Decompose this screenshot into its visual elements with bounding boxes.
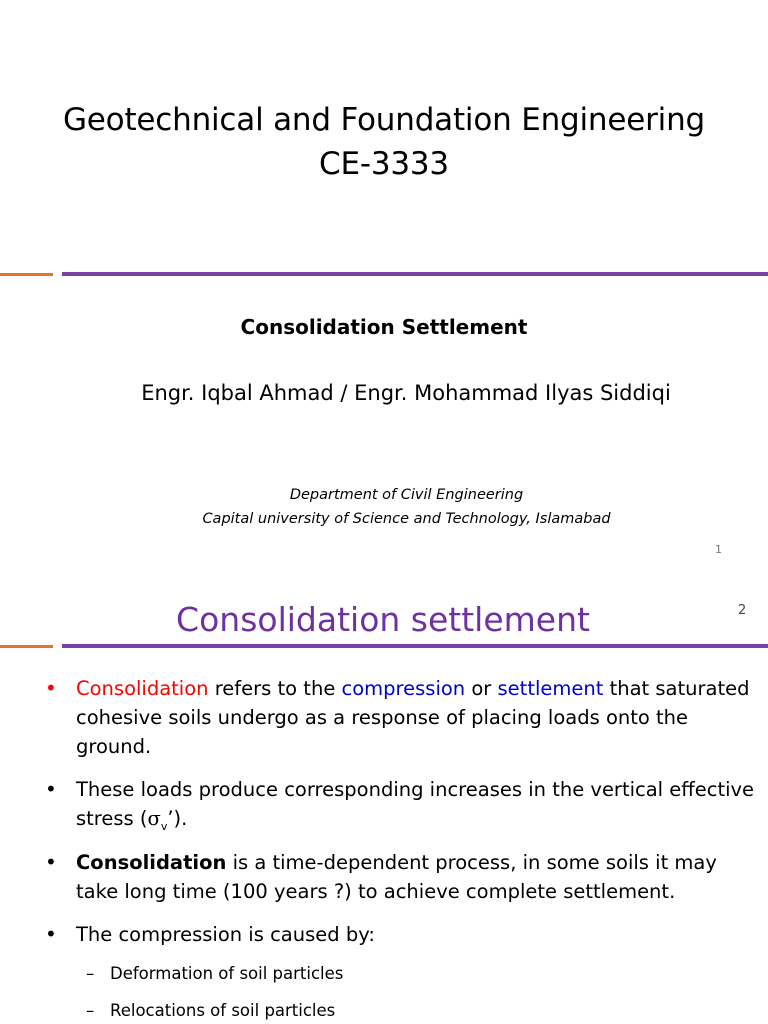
dash-icon: – <box>86 1001 95 1020</box>
bullet-text <box>76 848 756 906</box>
text-fragment: or <box>465 677 498 700</box>
sub-item-text: Relocations of soil particles <box>110 1001 336 1020</box>
course-title-line1: Geotechnical and Foundation Engineering <box>62 102 706 138</box>
purple-divider <box>62 644 768 648</box>
bullet-text: The compression is caused by: <box>76 923 375 946</box>
slide-number: 2 <box>738 603 747 618</box>
slide-number: 1 <box>715 543 722 556</box>
course-code: CE-3333 <box>319 146 449 182</box>
orange-divider <box>0 273 53 276</box>
bullet-icon: • <box>45 777 57 801</box>
department-info <box>0 483 768 531</box>
content-slide <box>0 570 768 1024</box>
text-fragment: is a time-dependent process, in some soils it may take long time (100 years ?) to achieve complete settlement. <box>76 851 717 903</box>
text-fragment: refers to the <box>208 677 342 700</box>
text-fragment: ’). <box>167 807 188 830</box>
bullet-icon: • <box>45 676 57 700</box>
purple-divider <box>62 272 768 276</box>
text-fragment: These loads produce corresponding increases in the vertical effective stress ( <box>76 778 755 830</box>
bullet-text <box>76 674 756 761</box>
dash-icon: – <box>86 964 95 983</box>
sub-item-text: Deformation of soil particles <box>110 964 344 983</box>
university-name: Capital university of Science and Technology, Islamabad <box>202 511 611 527</box>
term-compression: compression <box>341 677 466 700</box>
lecture-subtitle: Consolidation Settlement <box>240 315 528 339</box>
bullet-text <box>76 775 756 841</box>
bullet-icon: • <box>45 922 57 946</box>
department-name: Department of Civil Engineering <box>289 487 524 503</box>
authors: Engr. Iqbal Ahmad / Engr. Mohammad Ilyas Siddiqi <box>141 381 671 405</box>
slide-title: Consolidation settlement <box>176 600 590 639</box>
orange-divider <box>0 645 53 648</box>
course-title <box>0 98 768 186</box>
bullet-icon: • <box>45 850 57 874</box>
text-fragment: that saturated cohesive soils undergo as a response of placing loads onto the ground. <box>76 677 750 758</box>
term-consolidation-bold: Consolidation <box>76 851 227 874</box>
sigma-symbol: σ <box>147 807 161 830</box>
subscript-v: v <box>160 819 168 833</box>
term-consolidation: Consolidation <box>76 677 209 700</box>
term-settlement: settlement <box>497 677 604 700</box>
